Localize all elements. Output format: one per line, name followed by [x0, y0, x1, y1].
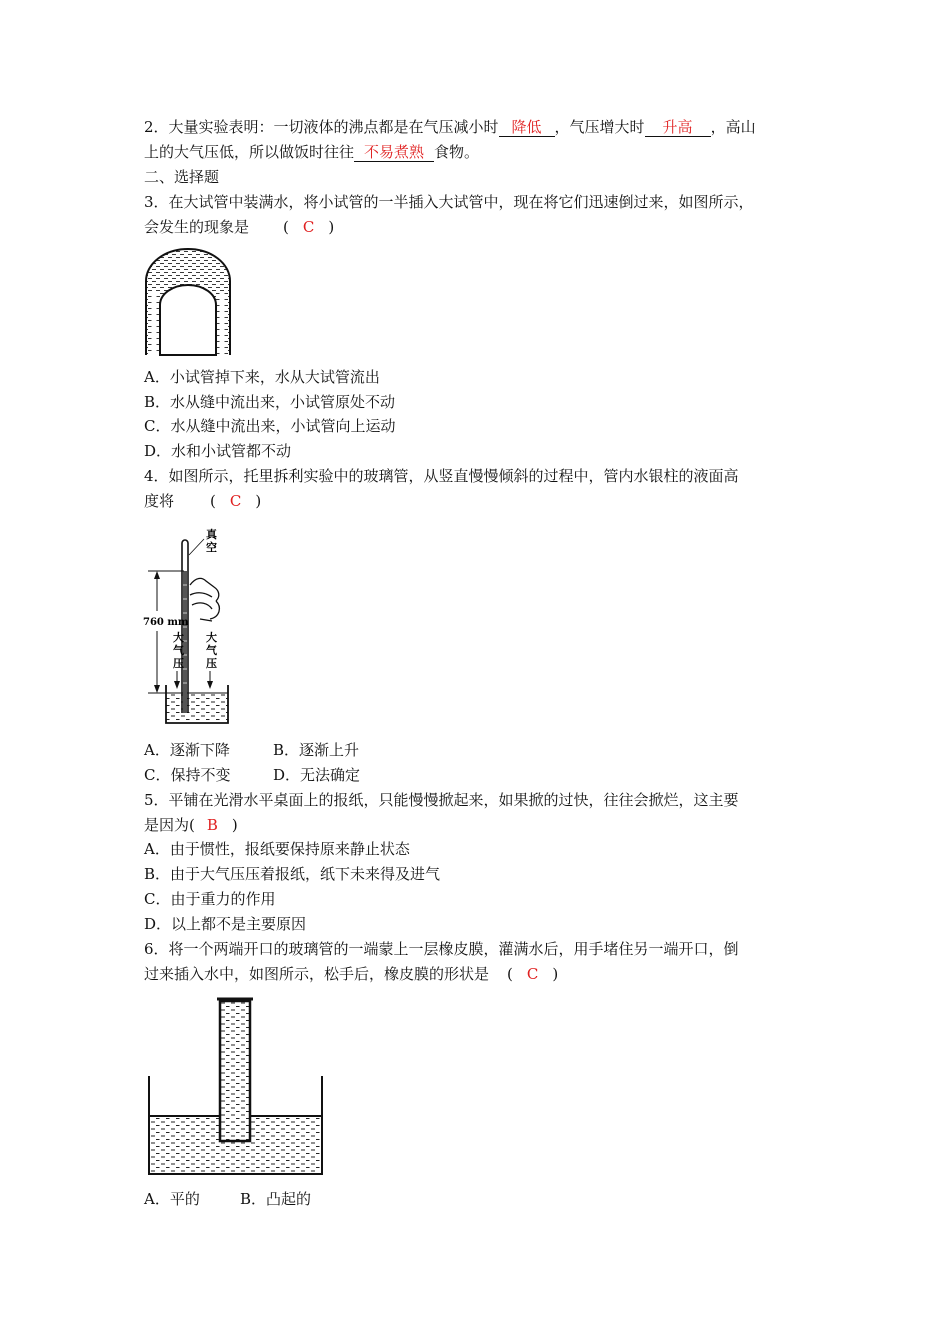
section-heading: 二、选择题	[144, 168, 220, 186]
q3-answer: C	[302, 218, 315, 236]
q4-answer: C	[229, 492, 242, 510]
hand-icon	[190, 578, 219, 621]
q4-torricelli-figure	[140, 525, 240, 730]
q5-stem-end: 是因为(	[144, 816, 195, 834]
q6-option-a: A．平的	[144, 1190, 200, 1208]
q5-option-d: D．以上都不是主要原因	[144, 915, 307, 933]
q6-stem-end: 过来插入水中，如图所示，松手后，橡皮膜的形状是	[144, 965, 490, 983]
q2-text-b: ，气压增大时	[554, 118, 645, 136]
q4-stem-end: 度将	[144, 492, 175, 510]
q3-line-1: 3．在大试管中装满水，将小试管的一半插入大试管中，现在将它们迅速倒过来，如图所示，	[144, 193, 754, 211]
q6-answer: C	[526, 965, 539, 983]
atm-right-3: 压	[206, 657, 217, 670]
height-label: 760 mm	[143, 617, 189, 628]
q4-options-row-2	[144, 765, 360, 785]
q3-option-d: D．水和小试管都不动	[144, 442, 292, 460]
q6-options-row	[144, 1189, 311, 1209]
q3-stem-end: 会发生的现象是	[144, 218, 250, 236]
q3-option-a: A．小试管掉下来，水从大试管流出	[144, 368, 380, 386]
q6-paren-open: (	[507, 965, 513, 983]
q5-line-2	[144, 815, 238, 835]
q4-paren-open: (	[210, 492, 216, 510]
q4-line-1: 4．如图所示，托里拆利实验中的玻璃管，从竖直慢慢倾斜的过程中，管内水银柱的液面高	[144, 467, 739, 485]
q6-line-1: 6．将一个两端开口的玻璃管的一端蒙上一层橡皮膜，灌满水后，用手堵住另一端开口，倒	[144, 940, 739, 958]
q4-line-2	[144, 491, 261, 511]
q6-tube-in-water-figure	[140, 994, 330, 1178]
q3-line-2	[144, 217, 334, 237]
q6-paren-close: )	[552, 965, 559, 983]
q4-paren-close: )	[255, 492, 262, 510]
q2-text-e: 食物。	[434, 143, 480, 161]
q5-option-a: A．由于惯性，报纸要保持原来静止状态	[144, 840, 410, 858]
q4-option-b: B．逐渐上升	[273, 741, 360, 759]
q3-paren-open: (	[283, 218, 289, 236]
q2-text-c: ，高山	[710, 118, 756, 136]
q2-text-d: 上的大气压低，所以做饭时往往	[144, 143, 355, 161]
q5-option-b: B．由于大气压压着报纸，纸下未来得及进气	[144, 865, 441, 883]
q4-option-d: D．无法确定	[273, 766, 361, 784]
q6-line-2	[144, 964, 558, 984]
q3-paren-close: )	[328, 218, 335, 236]
q2-blank-2: 升高	[645, 119, 711, 137]
q5-answer: B	[206, 816, 218, 834]
vacuum-label-1: 真	[206, 528, 217, 541]
q2-line-2	[144, 142, 479, 162]
q5-line-1: 5．平铺在光滑水平桌面上的报纸，只能慢慢掀起来，如果掀的过快，往往会掀烂，这主要	[144, 791, 739, 809]
atm-right-1: 大	[206, 631, 217, 644]
q4-option-c: C．保持不变	[144, 766, 231, 784]
atm-right-2: 气	[206, 644, 217, 657]
q3-test-tube-figure	[140, 247, 240, 357]
q5-paren-close: )	[231, 816, 238, 834]
q6-option-b: B．凸起的	[240, 1190, 312, 1208]
q2-line-1	[144, 117, 756, 137]
q4-options-row-1	[144, 740, 359, 760]
atm-left-3: 压	[173, 657, 184, 670]
vacuum-label-2: 空	[206, 541, 217, 554]
q2-blank-1: 降低	[499, 119, 555, 137]
q4-option-a: A．逐渐下降	[144, 741, 230, 759]
q2-blank-3: 不易煮熟	[354, 144, 434, 162]
atm-left-1: 大	[173, 631, 184, 644]
q5-option-c: C．由于重力的作用	[144, 890, 276, 908]
q3-option-b: B．水从缝中流出来，小试管原处不动	[144, 393, 396, 411]
q2-text-a: 2．大量实验表明：一切液体的沸点都是在气压减小时	[144, 118, 499, 136]
q3-option-c: C．水从缝中流出来，小试管向上运动	[144, 417, 396, 435]
atm-left-2: 气	[173, 644, 184, 657]
